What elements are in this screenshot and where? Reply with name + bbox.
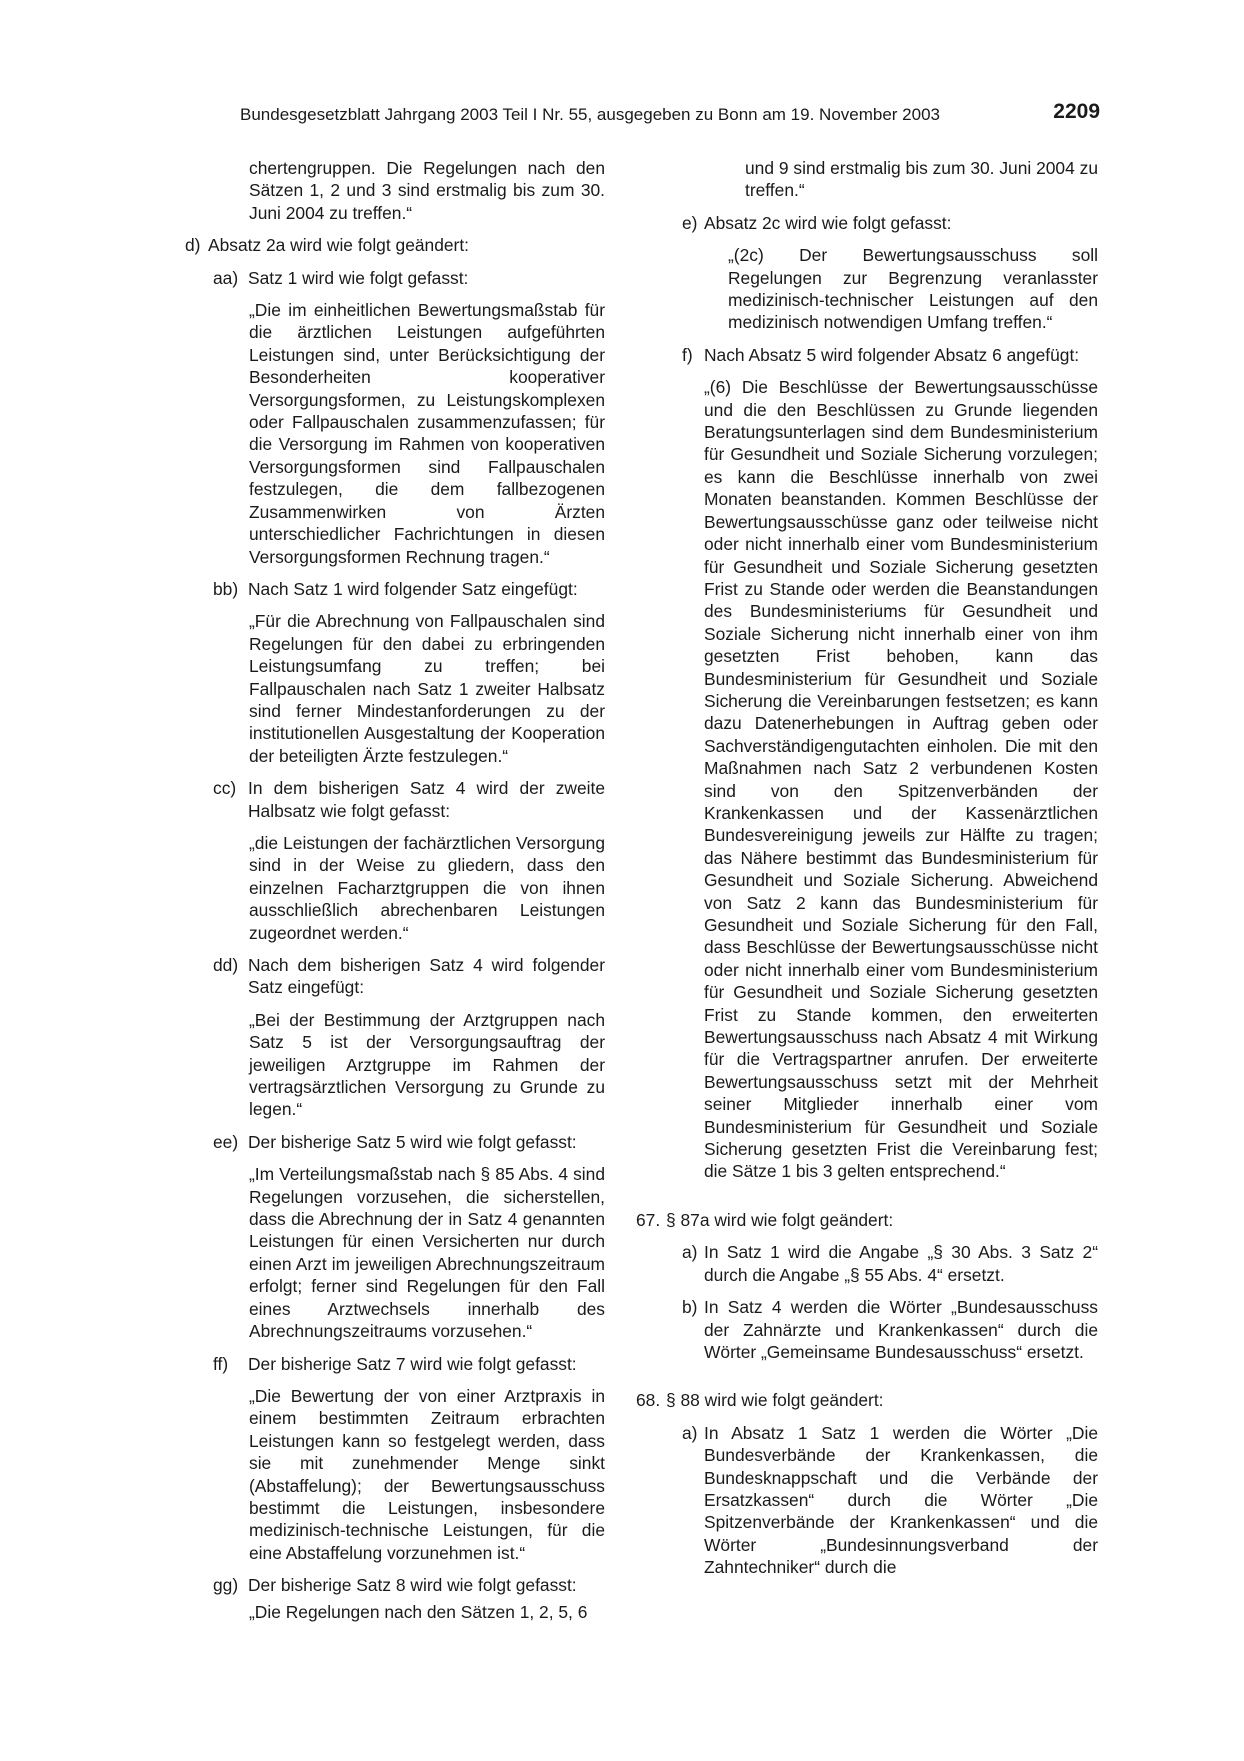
list-text: Absatz 2a wird wie folgt geändert: [208,235,470,256]
continued-paragraph: chertengruppen. Die Regelungen nach den Sätzen 1, 2 und 3 sind erstmalig bis zum 30. Juni 2004 zu treffen.“ [249,158,605,223]
list-text: In Satz 1 wird die Angabe „§ 30 Abs. 3 Satz 2“ durch die Angabe „§ 55 Abs. 4“ ersetzt. [704,1242,1098,1285]
list-label: ff) [213,1353,229,1374]
quote-paragraph: „Die im einheitlichen Bewertungsmaßstab für die ärztlichen Leistungen aufgeführten Leistungen sind, unter Berücksichtigung der Besonderheiten kooperativer Versorgungsformen, zu Leistungskomplexen oder Fallpauschalen zusammenzufassen; für die Versorgung im Rahmen von kooperativen Versorgungsformen sind Fallpauschalen festzulegen, die dem fallbezogenen Zusammenwirken von Ärzten unterschiedlicher Fachrichtungen in diesen Versorgungsformen Rechnung tragen.“ [249,300,605,567]
right-column [638,157,1098,1579]
list-label: gg) [213,1575,239,1596]
quote-paragraph: „Für die Abrechnung von Fallpauschalen sind Regelungen für den dabei zu erbringenden Leistungsumfang zu treffen; bei Fallpauschalen nach Satz 1 zweiter Halbsatz sind ferner Mindestanforderungen zu der institutionellen Ausgestaltung der Kooperation der beteiligten Ärzte festzulegen.“ [249,611,605,766]
quote-paragraph: „(6) Die Beschlüsse der Bewertungsausschüsse und die den Beschlüssen zu Grunde liegenden Beratungsunterlagen sind dem Bundesministerium für Gesundheit und Soziale Sicherung vorzulegen; es kann die Beschlüsse innerhalb von zwei Monaten beanstanden. Kommen Beschlüsse der Bewertungsausschüsse ganz oder teilweise nicht oder nicht innerhalb einer vom Bundesministerium für Gesundheit und Soziale Sicherung gesetzten Frist zu Stande oder werden die Beanstandungen des Bundesministeriums für Gesundheit und Soziale Sicherung nicht innerhalb einer von ihm gesetzten Frist behoben, kann das Bundesministerium für Gesundheit und Soziale Sicherung die Vereinbarungen festsetzen; es kann dazu Datenerhebungen in Auftrag geben oder Sachverständigengutachten einholen. Die mit den Maßnahmen nach Satz 2 verbundenen Kosten sind von den Spitzenverbänden der Krankenkassen und der Kassenärztlichen Bundesvereinigung jeweils zur Hälfte zu tragen; das Nähere bestimmt das Bundesministerium für Gesundheit und Soziale Sicherung. Abweichend von Satz 2 kann das Bundesministerium für Gesundheit und Soziale Sicherung für den Fall, dass Beschlüsse der Bewertungsausschüsse nicht oder nicht innerhalb einer vom Bundesministerium für Gesundheit und Soziale Sicherung gesetzten Frist zu Stande kommen, den erweiterten Bewertungsausschuss nach Absatz 4 mit Wirkung für die Vertragspartner anrufen. Der erweiterte Bewertungsausschuss setzt mit der Mehrheit seiner Mitglieder innerhalb einer vom Bundesministerium für Gesundheit und Soziale Sicherung gesetzten Frist die Vereinbarung fest; die Sätze 1 bis 3 gelten entsprechend.“ [704,377,1098,1182]
list-item-ee [185,1131,605,1153]
list-item-f [638,344,1098,366]
list-label: d) [185,235,201,256]
list-item-68a [638,1422,1098,1579]
list-label: dd) [213,955,239,975]
list-text: Satz 1 wird wie folgt gefasst: [248,267,469,288]
list-text: Nach Absatz 5 wird folgender Absatz 6 angefügt: [704,344,1080,365]
list-label: b) [682,1297,698,1318]
list-label: ee) [213,1131,239,1152]
list-label: aa) [213,267,239,288]
list-text: In Absatz 1 Satz 1 werden die Wörter „Die Bundesverbände der Krankenkassen, die Bundesknappschaft und die Verbände der Ersatzkassen“ durch die Wörter „Die Spitzenverbände der Krankenkassen“ und die Wörter „Bundesinnungsverband der Zahntechniker“ durch die [704,1422,1098,1578]
list-label: cc) [213,778,237,799]
list-text: In dem bisherigen Satz 4 wird der zweite Halbsatz wie folgt gefasst: [248,778,605,821]
list-item-aa [185,267,605,289]
list-label: a) [682,1242,698,1263]
section-68 [638,1389,1098,1411]
list-text: Absatz 2c wird wie folgt gefasst: [704,212,952,233]
section-number: 68. [636,1390,661,1411]
quote-paragraph: „Bei der Bestimmung der Arztgruppen nach Satz 5 ist der Versorgungsauftrag der jeweiligen Arztgruppe im Rahmen der vertragsärztlichen Versorgung zu Grunde zu legen.“ [249,1009,605,1120]
list-text: Der bisherige Satz 5 wird wie folgt gefasst: [248,1131,577,1152]
continued-paragraph: und 9 sind erstmalig bis zum 30. Juni 2004 zu treffen.“ [745,158,1098,201]
header-title: Bundesgesetzblatt Jahrgang 2003 Teil I Nr. 55, ausgegeben zu Bonn am 19. November 2003 [240,105,940,124]
list-text: Der bisherige Satz 8 wird wie folgt gefasst: [248,1575,577,1596]
left-column [185,157,605,1623]
list-item-cc [185,777,605,822]
section-text: § 88 wird wie folgt geändert: [666,1390,884,1411]
list-text: Nach Satz 1 wird folgender Satz eingefügt: [248,578,578,599]
list-item-gg [185,1574,605,1596]
list-item-ff [185,1353,605,1375]
list-text: In Satz 4 werden die Wörter „Bundesausschuss der Zahnärzte und Krankenkassen“ durch die Wörter „Gemeinsame Bundesausschuss“ ersetzt. [704,1297,1098,1362]
quote-paragraph: „Die Bewertung der von einer Arztpraxis in einem bestimmten Zeitraum erbrachten Leistungen kann so festgelegt werden, dass sie mit zunehmender Menge sinkt (Abstaffelung); der Bewertungsausschuss bestimmt die Leistungen, insbesondere medizinisch-technische Leistungen, für die eine Abstaffelung vorzunehmen ist.“ [249,1385,605,1563]
list-label: a) [682,1422,698,1443]
list-item-67b [638,1296,1098,1363]
list-item-d [185,234,605,256]
list-text: Der bisherige Satz 7 wird wie folgt gefasst: [248,1353,577,1374]
list-label: f) [682,344,693,365]
quote-paragraph: „(2c) Der Bewertungsausschuss soll Regelungen zur Begrenzung veranlasster medizinisch-technischer Leistungen auf den medizinisch notwendigen Umfang treffen.“ [728,245,1098,333]
list-item-e [638,212,1098,234]
list-label: e) [682,212,698,233]
list-item-bb [185,578,605,600]
quote-paragraph: „Die Regelungen nach den Sätzen 1, 2, 5, 6 [249,1601,588,1622]
quote-paragraph: „Im Verteilungsmaßstab nach § 85 Abs. 4 sind Regelungen vorzusehen, die sicherstellen, dass die Abrechnung der in Satz 4 genannten Leistungen für einen Versicherten nur durch einen Arzt im jeweiligen Abrechnungszeitraum erfolgt; ferner sind Regelungen für den Fall eines Arztwechsels innerhalb des Abrechnungszeitraums vorzusehen.“ [249,1164,605,1342]
section-67 [638,1209,1098,1231]
list-text: Nach dem bisherigen Satz 4 wird folgender Satz eingefügt: [248,955,605,998]
quote-paragraph: „die Leistungen der fachärztlichen Versorgung sind in der Weise zu gliedern, dass den einzelnen Facharztgruppen die von ihnen ausschließlich abrechenbaren Leistungen zugeordnet werden.“ [249,832,605,943]
section-text: § 87a wird wie folgt geändert: [666,1209,894,1230]
list-item-67a [638,1241,1098,1286]
section-number: 67. [636,1209,661,1230]
page-number: 2209 [1053,100,1100,123]
list-label: bb) [213,578,239,599]
list-item-dd [185,954,605,999]
